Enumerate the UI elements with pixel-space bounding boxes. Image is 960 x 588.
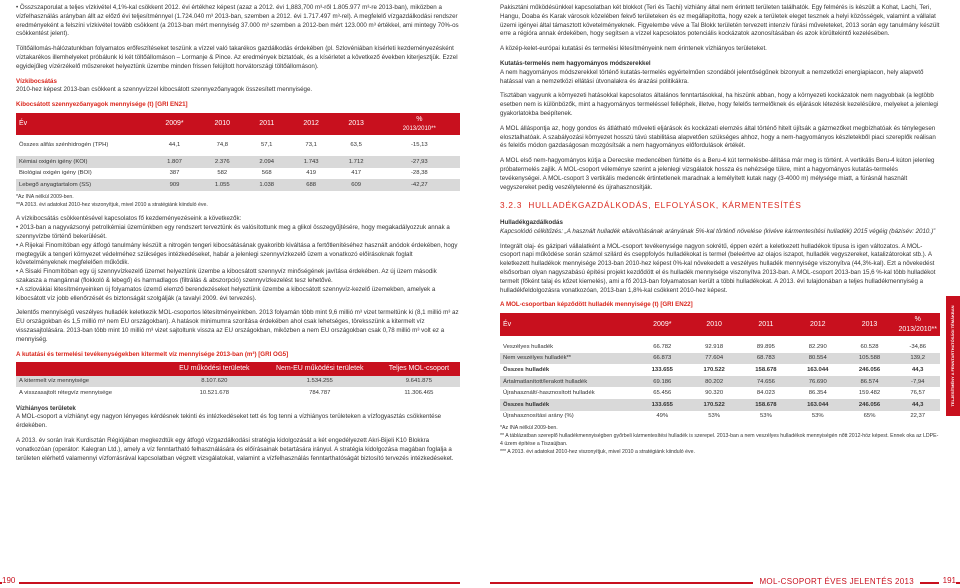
table2-title: A kutatási és termelési tevékenységekben kitermelt víz mennyisége 2013-ban (m³) [GRI OG5] — [16, 350, 289, 358]
table-header: Év 2009* 2010 2011 2012 2013 % 2013/2010** — [500, 313, 940, 336]
table-row: A kitermelt víz mennyisége 8.107.620 1.534.255 9.641.875 — [16, 376, 460, 388]
table-row: Összes alifás szénhidrogén (TPH) 44,1 74,8 57,1 73,1 63,5 -15,13 — [16, 140, 460, 152]
table1-title: Kibocsátott szennyezőanyagok mennyisége (t) [GRI EN21] — [16, 101, 188, 109]
header-cell: 2009* — [149, 113, 200, 135]
table-cell: 76.690 — [792, 376, 844, 388]
iraki-paragraph: A 2013. év során Irak Kurdisztán Régiójában megkezdtük egy átfogó vízgazdálkodási stratégia kidolgozását a két engedélyezett Akri-Bijeli K10 Blokkra vonatkozóan (operátor: Kalegran Ltd.), amely a víz fenntartható felhasználására és előírásainak betartására irányul. A stratégia kidolgozása magában foglalja a területen elérhető valamennyi vízforrásrával kapcsolatban végzett vizsgálatokat, valamint a vízfelhasználás fenntarthatóságát biztosító tervezés intézkedéseket. — [16, 437, 454, 462]
table-cell: Összes hulladék — [500, 364, 636, 376]
hulladek-heading: Hulladékgazdálkodás — [500, 218, 563, 226]
list-item: • A Rijekai Finomítóban egy átfogó tanulmány készült a nitrogén tengeri kibocsátásának gyakoribb kiváltása a fertőtlenítéséhez használt anódok érdekében, hogy megtegyük a tengeri környezet védelméhez szükséges intézkedéseket, habár a jelenlegi szennyvízkezelő üzem a vonatkozó előírásoknak foglalt követelményeknek megfelelően működik. — [16, 241, 458, 267]
pollutant-table — [16, 113, 460, 191]
table-cell: 133.655 — [636, 364, 688, 376]
table-cell: 163.044 — [792, 399, 844, 411]
table-header — [16, 113, 460, 135]
table-header: EU működési területek Nem-EU működési területek Teljes MOL-csoport — [16, 362, 460, 375]
table-cell: 84.023 — [740, 387, 792, 399]
produced-water-table — [16, 362, 460, 398]
vizhiany-heading: Vízhiányos területek — [16, 404, 76, 412]
tisztaban-paragraph: Tisztában vagyunk a környezeti hatásokkal kapcsolatos általános fenntartásokkal, ha hiszünk abban, hogy a környezeti kockázatok nem nagyobbak (a legtöbb esetben nem is különbözők, mint a hagyományos termeléssel felléphek, illetve, hogy felelős termelőknek és eljárások létezésk kezelésükre, melyeket a jelenlegi gyakorlatokba beépítenek. — [500, 92, 939, 117]
table-cell: 66.873 — [636, 353, 688, 365]
table-cell: Újrahasznosítási arány (%) — [500, 411, 636, 423]
table-cell: -7,94 — [895, 376, 940, 388]
footer-title: MOL-CSOPORT ÉVES JELENTÉS 2013 — [753, 576, 920, 587]
footer-rule — [0, 582, 460, 584]
pakisztan-paragraph: Pakisztáni működésünkkel kapcsolatban két blokkot (Teri és Tachi) vizhiány által nem érintett területen találhatók. Egy felmérés is készült a Kohat, Lachi, Teri, Hangu, Doaba és Karak városok közelében fekvő területeken és ez megállapította, hogy ezek a területek eleget tesznek a helyi közösségek, valamint a vállalat üzemi igényei által támasztott követelményeknek. Figyelembe véve a Tal Blokk területén tervezett intenzív fúrási műveleteket, 2013 során egy tanulmány készült erre a régióra annak érdekében, hogy segítsen a vízzel kapcsolatos potenciális kockázatok azonosításában és azok körültekintő kezelésében. — [500, 4, 940, 38]
header-cell: 2013 — [334, 113, 379, 135]
waste-table-body — [500, 341, 940, 422]
header-cell: Év — [16, 113, 149, 135]
table-cell: 80.554 — [792, 353, 844, 365]
table3-note: *Az INA nélkül 2009-ben. — [500, 425, 558, 432]
table-cell: Összes hulladék — [500, 399, 636, 411]
table-cell: 170.522 — [688, 399, 740, 411]
csokkentes-intro: A vízkibocsátás csökkentésével kapcsolatos fő kezdeményezéseink a következők: — [16, 215, 242, 223]
table-row: Biológiai oxigén igény (BOI) 387 582 568 419 417 -28,38 — [16, 168, 460, 180]
table-row — [500, 411, 940, 423]
kutatas-heading: Kutatás-termelés nem hagyományos módszerekkel — [500, 59, 651, 67]
table3-note: *** A 2013. évi adatokat 2010-hez viszonyítjuk, mivel 2010 a stratégiánk kiinduló éve. — [500, 448, 695, 455]
table1-note: *Az INA nélkül 2009-ben. — [16, 193, 74, 200]
table-row — [500, 387, 940, 399]
table-cell: -34,86 — [895, 341, 940, 353]
table1-note: **A 2013. évi adatokat 2010-hez viszonyítjuk, mivel 2010 a stratégiánk kiinduló éve. — [16, 201, 208, 208]
table-cell: 246.056 — [844, 399, 896, 411]
page-number-right: 191 — [939, 575, 956, 586]
table-cell: 44,3 — [895, 364, 940, 376]
table-row — [500, 353, 940, 365]
table-row: Lebegő anyagtartalom (SS) 909 1.055 1.038 688 609 -42,27 — [16, 179, 460, 191]
header-cell: 2012 — [289, 113, 334, 135]
table-cell: 44,3 — [895, 399, 940, 411]
table-cell: 159.482 — [844, 387, 896, 399]
table-cell: 105.588 — [844, 353, 896, 365]
table-cell: 133.655 — [636, 399, 688, 411]
table-cell: 69.186 — [636, 376, 688, 388]
table-cell: 158.678 — [740, 364, 792, 376]
mol-elso-paragraph: A MOL első nem-hagyományos kútja a Derecske medencében fúrtétte és a Beru-4 kút termelésbe-állítása már meg is történt. A vertikális Beru-4 kúton jelenleg próbatermelés zajlik. A MOL-csoport véleménye szerint a jelenlegi vizsgálatok hossza és nehézsége tükre, mint a hagyományos kutatás-termelés tevékenységei. A MOL-csoport 3 vertikális medencék értintetlenek maradnak a lemélyített kutak nagy (3-4000 m) mélysége miatt, a fúrásnál használt vegyszereket pedig veszélytelenné és újrahasznosítják. — [500, 157, 935, 191]
table-cell: 80.202 — [688, 376, 740, 388]
mol-allaspont-paragraph: A MOL álláspontja az, hogy gondos és átlátható műveleti eljárások és kockázati elemzés által történő hitelt újítsák a gázmezőket megbízhatóak és ténylegesen elosztalhatóak. A szabályozási környezet hosszú távú stabilitása alapvetően szükséges ahhoz, hogy a nem-hagyományos készletekből piaci szereplők reálisan és felelős módon gazdaságosan mozgósítsák a nem hagyományos előfordulások értékét. — [500, 124, 936, 150]
table-cell: 246.056 — [844, 364, 896, 376]
table-cell: 163.044 — [792, 364, 844, 376]
vizhiany-text: A MOL-csoport a vízhiányt egy nagyon lényeges kérdésnek tekinti és intézkedéseket tett és fog tenni a vízhiányos területeken a vízfogyasztás csökkentése érdekében. — [16, 413, 442, 430]
vizkibocsatas-heading: Vízkibocsátás — [16, 77, 57, 85]
table-cell: Nem veszélyes hulladék** — [500, 353, 636, 365]
table-cell: 90.320 — [688, 387, 740, 399]
table-cell: 65% — [844, 411, 896, 423]
table-row — [500, 399, 940, 411]
table-cell: 86.574 — [844, 376, 896, 388]
page-number-left: 190 — [2, 575, 19, 586]
table-row — [500, 364, 940, 376]
table-cell: 92.918 — [688, 341, 740, 353]
waste-table — [500, 313, 940, 422]
table-cell: 22,37 — [895, 411, 940, 423]
table-row: A visszasajtolt rétegvíz mennyisége 10.521.678 784.787 11.306.465 — [16, 387, 460, 399]
table-cell: 76,57 — [895, 387, 940, 399]
list-item: • 2013-ban a nagyvázsonyi petrolkémiai üzemünkben egy rendszert terveztünk és valósítottunk meg a glikol összegyűjtésére, hogy megakadályozzuk annak a szennyvízbe történő bekerülését. — [16, 224, 450, 241]
table-cell: 82.290 — [792, 341, 844, 353]
table-cell: 53% — [740, 411, 792, 423]
section-heading: 3.2.3 HULLADÉKGAZDÁLKODÁS, ELFOLYÁSOK, KÁRMENTESÍTÉS — [500, 201, 802, 211]
jelentos-paragraph: Jelentős mennyiségű veszélyes hulladék keletkezik MOL-csoportos létesítményeinkben. 2013 folyamán több mint 9,6 millió m³ vizet termeltünk ki (8,1 millió m³ az EU országokban és 1,5 millió m³ nem EU országokban). A hatások minimumra szorítása érdekében ahol csak lehetséges, töreksszünk a kitermelt víz visszasajtolására. 2013-ban több mint 10 millió m³ vizet sajtoltunk vissza az EU országokban, miközben a nem EU országokban csak 0,78 millió m³ volt ez a mennyiség. — [16, 309, 459, 343]
table3-title: A MOL-csoportban képződött hulladék mennyisége (t) [GRI EN22] — [500, 301, 693, 309]
table-cell: 66.782 — [636, 341, 688, 353]
right-column — [500, 0, 940, 456]
hulladek-subtitle: Kapcsolódó célkitűzés: „A használt hulladék eltávolításának arányának 5%-kal történő növelése (kivéve kármentesítési hulladék) 2015 végéig (bázisév: 2010.)” — [500, 227, 936, 235]
table-row — [500, 341, 940, 353]
table-cell: Veszélyes hulladék — [500, 341, 636, 353]
table3-note: ** A táblázatban szereplő hulladékmennyiségben győrbeli kármentesítési hulladék is szerepel. 2013-ban a nem veszélyes hulladékok mennyiségén nőtt 2012-höz képest. Ennek oka az LDPE-4 üzem építése a Tiszaújban. — [500, 432, 939, 447]
side-section-tab: TELJESÍTMÉNY A FENNTARTHATÓSÁGI TÉMÁKBAN — [946, 296, 960, 416]
table-row: Kémiai oxigén igény (KOI) 1.807 2.376 2.094 1.743 1.712 -27,93 — [16, 156, 460, 168]
left-column — [16, 0, 460, 463]
toltoallomas-paragraph: Töltőállomás-hálózatunkban folyamatos erőfeszítéseket teszünk a vízzel való takarékos gazdálkodás érdekében (pl. Szlovéniában kísérleti kezdeményezésként víztakarékos illemhelyeket próbálunk ki két töltőállomáson – Lormanje & Pince. Az eredmények biztatóak, és a kísérletet a következő években kiterjesztjük. Ezzel egyidejűleg vízérzékelő műszereket helyeztünk üzembe minden frissen felújított horvátországi töltőállomáson). — [16, 45, 458, 70]
table-cell: 158.678 — [740, 399, 792, 411]
kozep-paragraph: A közép-kelet-európai kutatási és termelési létesítményeink nem érintenek vízhiányos területeket. — [500, 45, 767, 53]
table-cell: 60.528 — [844, 341, 896, 353]
table-cell: 139,2 — [895, 353, 940, 365]
list-item: • A szlovákiai létesítményeinken új folyamatos üzemű elemző berendezéseket helyeztünk üzembe a kibocsátott szennyvíz-kezelő üzemekben, amelyek a kibocsátott víz jobb ellenőrzését és biztonságát szolgálják (a tavalyi 2009. évi tervezés). — [16, 285, 436, 302]
table-cell: 68.783 — [740, 353, 792, 365]
table-cell: 74.656 — [740, 376, 792, 388]
header-cell: 2010 — [200, 113, 245, 135]
integralt-paragraph: Integrált olaj- és gázipari vállalatként a MOL-csoport tevékenysége nagyon sokrétű, éppen ezért a keletkezett hulladékok típusa is igen változatos. A MOL-csoport napi működése során számol szilárd és cseppfolyós hulladékokat is termel (beleértve az olajos iszapot, hulladék vegyszereket, katalizátorokat stb.). A keletkezett hulladékok mennyisége 2013-ban 2010-hez képest 0%-kal növekedett a veszélyes hulladék mennyisége viszonyítva (44,3%-kal). Ezt a növekedést elsősorban olyan nagyszabású építési projekt kezdődött el és hulladék mennyisége viszonyítva 2013-ban. A MOL-csoport 2013-ban 15,6 %-kal több hulladékot termelt (főként talaj és kőzet kiemelés), ami a fő 2013-ban folyamatosan került a többi hulladékokat. A 2013. évi tulajdonában a teljes hulladékmennyiség a hulladékfeldolgozásra vonatkozóan, 2013-ban 1,8%-kal csökkent 2010-hez képest. — [500, 242, 936, 294]
header-cell: % 2013/2010** — [379, 113, 460, 135]
table-cell: 77.604 — [688, 353, 740, 365]
table-cell: 170.522 — [688, 364, 740, 376]
intro-bullet: • Összszaporulat a teljes vízkivétel 4,1%-kal csökkent 2012. évi értékhez képest (azaz a 2012. évi 1,883,700 m³-ről 1.805.977 m³-re 2013-ban), miközben a vízfelhasználás arányban állt az előző évi teljesítménnyel (1.724.040 m³ 2013-ban, szemben a 2012. évi 1.717.497 m³-rel). A megfelelő vízgazdálkodási rendszer eredményeként a felszíni vízkivétel tovább csökkent (a 2013-ban mért mennyiség 37.000 m³ szemben a 2012-ben mért 123.000 m³ értékkel, ami mintegy 70%-os csökkentést jelent). — [16, 4, 459, 38]
kutatas-text: A nem hagyományos módszerekkel történő kutatás-termelés egyértelműen szondából jelentőségűnek bizonyult a nemzetközi energiapiacon, hely alapvető hatással van a nemzetközi ellátási útvonalakra és árazási politikákra. — [500, 68, 924, 85]
table-cell: 65.456 — [636, 387, 688, 399]
table-cell: 53% — [688, 411, 740, 423]
table-cell: 53% — [792, 411, 844, 423]
vizkibocsatas-text: 2010-hez képest 2013-ban csökkent a szennyvízzel kibocsátott szennyezőanyagok összesített mennyisége. — [16, 86, 313, 94]
table-cell: Újrahasznált/-hasznosított hulladék — [500, 387, 636, 399]
table-row — [500, 376, 940, 388]
table-cell: 49% — [636, 411, 688, 423]
table-cell: 89.895 — [740, 341, 792, 353]
list-item: • A Sisaki Finomítóban egy új szennyvízkezelő üzemet helyeztünk üzembe a kibocsátott szennyvíz minőségének javítása érdekében. Az új üzem második szakasza a mangánnal (flokkoló & lebegő) és harmadlagos (filtrálás & abszorpció) szennyvízkezelést tesz lehetővé. — [16, 268, 437, 285]
table-cell: Ártalmatlanított/lerakott hulladék — [500, 376, 636, 388]
table-cell: 86.354 — [792, 387, 844, 399]
header-cell: 2011 — [245, 113, 289, 135]
